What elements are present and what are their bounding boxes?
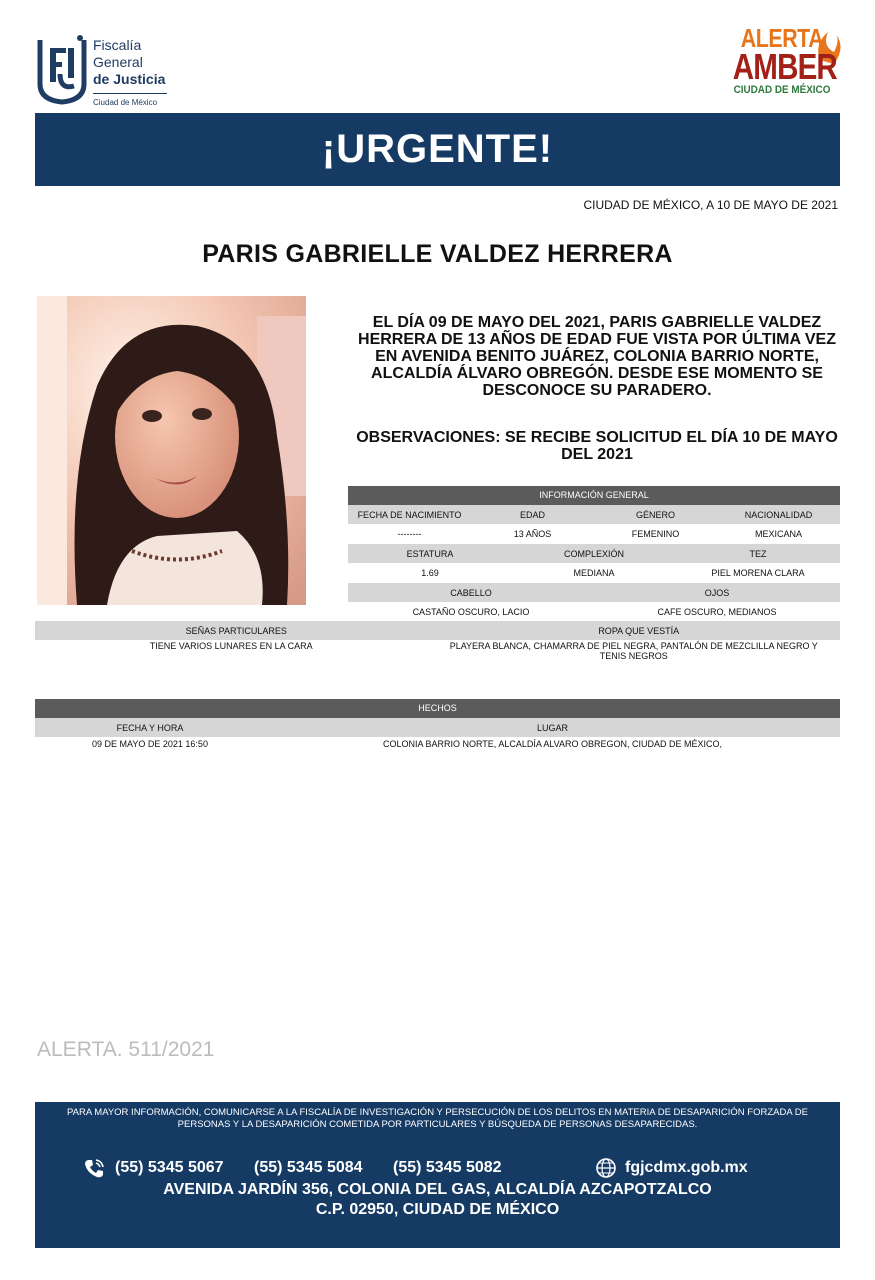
fgj-emblem-icon: [36, 34, 88, 106]
fgj-line2: General: [93, 54, 143, 70]
value-gender: FEMENINO: [631, 529, 680, 539]
header-gender: GÉNERO: [635, 509, 675, 520]
info-value-row-1: [348, 524, 840, 544]
header-hair: CABELLO: [450, 587, 492, 598]
amber-line2: AMBER: [732, 46, 837, 87]
facts-value-row: [35, 737, 840, 751]
phone-number-1[interactable]: (55) 5345 5067: [115, 1159, 224, 1176]
value-skin: PIEL MORENA CLARA: [711, 568, 805, 578]
header-skin: TEZ: [749, 548, 767, 559]
features-value-row: [35, 640, 840, 661]
header-clothing: ROPA QUE VESTÍA: [598, 625, 680, 636]
fgj-line1: Fiscalía: [93, 37, 142, 53]
value-clothing: PLAYERA BLANCA, CHAMARRA DE PIEL NEGRA, PANTALÓN DE MEZCLILLA NEGRO Y TENIS NEGROS: [449, 641, 818, 661]
value-eyes: CAFE OSCURO, MEDIANOS: [657, 607, 777, 617]
info-value-row-2: [348, 563, 840, 583]
info-header-row-3: [348, 583, 840, 602]
footer: [35, 1102, 840, 1248]
value-height: 1.69: [421, 568, 439, 578]
header-build: COMPLEXIÓN: [563, 548, 624, 559]
info-value-row-3: [348, 602, 840, 622]
alert-number: ALERTA. 511/2021: [37, 1038, 215, 1061]
general-info-title: INFORMACIÓN GENERAL: [348, 486, 840, 505]
header-eyes: OJOS: [704, 587, 730, 598]
amber-line1: ALERTA: [740, 23, 824, 53]
person-photo-image: [37, 296, 306, 605]
info-header-row-1: [348, 505, 840, 524]
date-line: CIUDAD DE MÉXICO, A 10 DE MAYO DE 2021: [583, 198, 838, 212]
value-nationality: MEXICANA: [754, 529, 802, 539]
fgj-line4: Ciudad de México: [93, 93, 167, 108]
value-birthdate: --------: [397, 529, 422, 539]
urgent-banner: ¡URGENTE!: [35, 113, 840, 186]
person-photo: [37, 296, 306, 605]
globe-icon: [595, 1157, 617, 1179]
alerta-amber-logo: [722, 23, 842, 110]
value-hair: CASTAÑO OSCURO, LACIO: [412, 607, 530, 617]
header-datetime: FECHA Y HORA: [116, 722, 184, 733]
address-line1: AVENIDA JARDÍN 356, COLONIA DEL GAS, ALCALDÍA AZCAPOTZALCO: [163, 1181, 712, 1198]
value-age: 13 AÑOS: [513, 529, 552, 539]
fgj-logo: [36, 34, 216, 108]
contact-row: [83, 1157, 803, 1179]
observations: OBSERVACIONES: SE RECIBE SOLICITUD EL DÍA 10 DE MAYO DEL 2021: [356, 429, 838, 463]
value-build: MEDIANA: [573, 568, 615, 578]
person-name: PARIS GABRIELLE VALDEZ HERRERA: [202, 240, 673, 268]
phone-number-3[interactable]: (55) 5345 5082: [393, 1159, 502, 1176]
amber-line3: CIUDAD DE MÉXICO: [733, 84, 831, 96]
header-features: SEÑAS PARTICULARES: [185, 625, 287, 636]
phone-number-2[interactable]: (55) 5345 5084: [254, 1159, 363, 1176]
phone-icon: [83, 1157, 105, 1179]
info-header-row-2: [348, 544, 840, 563]
footer-address: [35, 1180, 840, 1220]
website-link[interactable]: fgjcdmx.gob.mx: [625, 1159, 748, 1176]
facts-table: [35, 699, 840, 751]
value-datetime: 09 DE MAYO DE 2021 16:50: [92, 739, 208, 749]
features-header-row: [35, 621, 840, 640]
features-clothing-table: [35, 621, 840, 661]
general-info-table: [348, 486, 840, 622]
fgj-wordmark: [93, 37, 167, 108]
header-nationality: NACIONALIDAD: [744, 509, 813, 520]
facts-header-row: [35, 718, 840, 737]
footer-info: PARA MAYOR INFORMACIÓN, COMUNICARSE A LA FISCALÍA DE INVESTIGACIÓN Y PERSECUCIÓN DE LOS DELITOS EN MATERIA DE DESAPARICIÓN FORZADA DE PERSONAS Y LA DESAPARICIÓN COMETIDA POR PARTICULARES Y BÚSQUEDA DE PERSONAS DESAPARECIDAS.: [67, 1107, 808, 1130]
header-place: LUGAR: [536, 722, 568, 733]
case-description: EL DÍA 09 DE MAYO DEL 2021, PARIS GABRIELLE VALDEZ HERRERA DE 13 AÑOS DE EDAD FUE VISTA POR ÚLTIMA VEZ EN AVENIDA BENITO JUÁREZ, COLONIA BARRIO NORTE, ALCALDÍA ÁLVARO OBREGÓN. DESDE ESE MOMENTO SE DESCONOCE SU PARADERO.: [358, 314, 836, 399]
header-age: EDAD: [519, 509, 545, 520]
facts-title: HECHOS: [35, 699, 840, 718]
header-height: ESTATURA: [406, 548, 454, 559]
header-birthdate: FECHA DE NACIMIENTO: [357, 509, 462, 520]
value-features: TIENE VARIOS LUNARES EN LA CARA: [149, 641, 313, 651]
address-line2: C.P. 02950, CIUDAD DE MÉXICO: [315, 1201, 560, 1218]
value-place: COLONIA BARRIO NORTE, ALCALDÍA ALVARO OBREGON, CIUDAD DE MÉXICO,: [382, 739, 723, 749]
fgj-line3: de Justicia: [93, 71, 166, 87]
